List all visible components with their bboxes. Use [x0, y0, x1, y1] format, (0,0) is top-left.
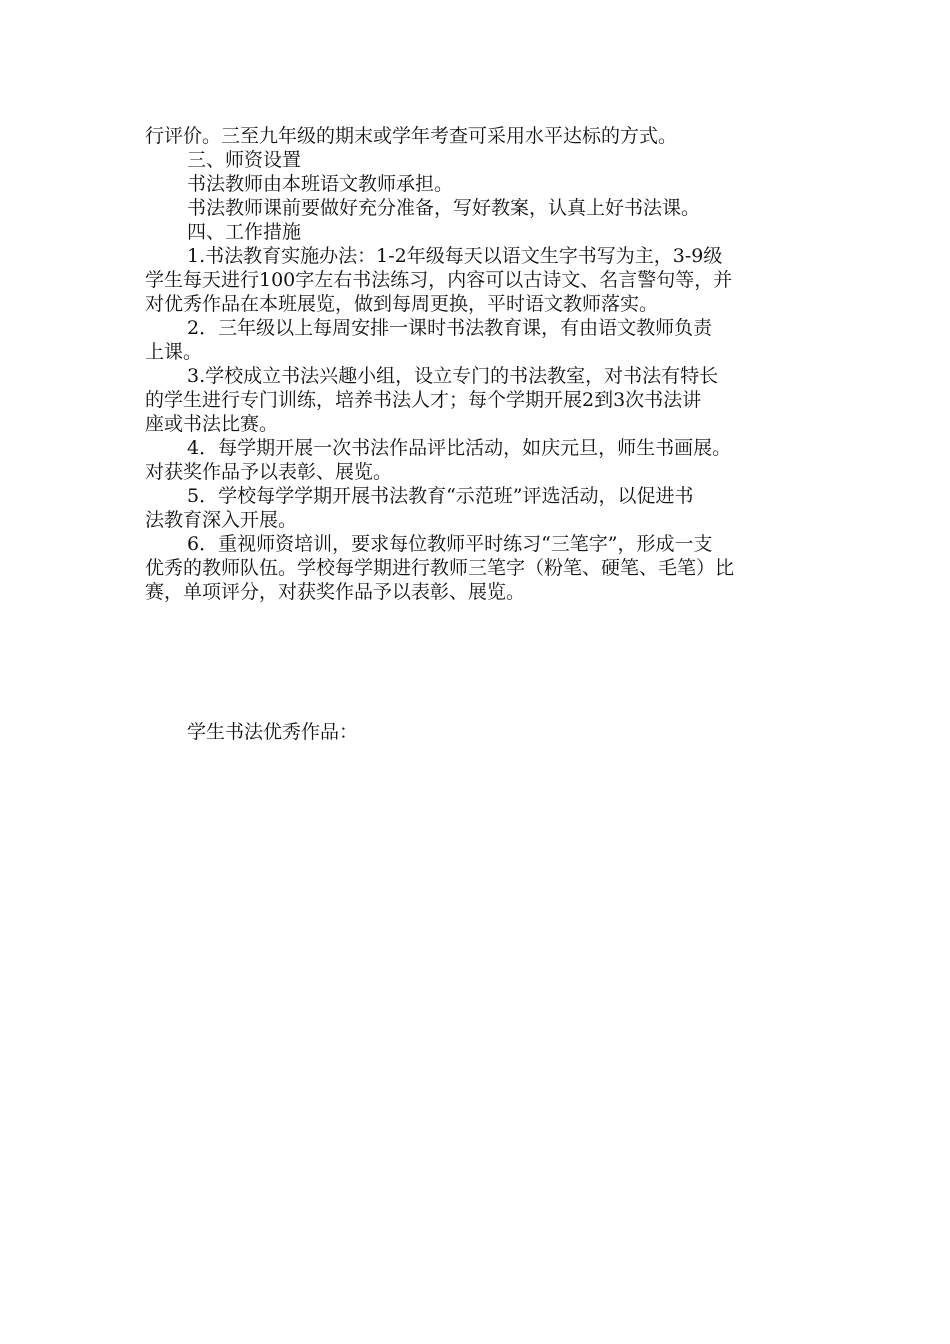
- text-line: 优秀的教师队伍。学校每学期进行教师三笔字（粉笔、硬笔、毛笔）比: [145, 557, 735, 579]
- text-line: 座或书法比赛。: [145, 413, 279, 435]
- text-line: 法教育深入开展。: [145, 509, 298, 531]
- text-line: 对优秀作品在本班展览，做到每周更换，平时语文教师落实。: [145, 293, 659, 315]
- text-line: 3.学校成立书法兴趣小组，设立专门的书法教室，对书法有特长: [187, 365, 719, 387]
- text-line: 6．重视师资培训，要求每位教师平时练习“三笔字”，形成一支: [187, 533, 713, 555]
- text-line: 赛，单项评分，对获奖作品予以表彰、展览。: [145, 581, 526, 603]
- text-line: 书法教师课前要做好充分准备，写好教案，认真上好书法课。: [187, 197, 701, 219]
- text-line: 5．学校每学学期开展书法教育“示范班”评选活动，以促进书: [187, 485, 694, 507]
- text-line: 2．三年级以上每周安排一课时书法教育课，有由语文教师负责: [187, 317, 713, 339]
- section-heading: 四、工作措施: [187, 221, 302, 243]
- text-line: 学生每天进行100字左右书法练习，内容可以古诗文、名言警句等，并: [145, 269, 733, 291]
- works-caption: 学生书法优秀作品：: [187, 721, 359, 743]
- text-line: 对获奖作品予以表彰、展览。: [145, 461, 393, 483]
- text-line: 行评价。三至九年级的期末或学年考查可采用水平达标的方式。: [145, 125, 678, 147]
- text-line: 4．每学期开展一次书法作品评比活动，如庆元旦，师生书画展。: [187, 437, 732, 459]
- document-body: [145, 124, 810, 604]
- text-line: 1.书法教育实施办法：1-2年级每天以语文生字书写为主，3-9级: [187, 245, 723, 267]
- section-heading: 三、师资设置: [187, 149, 302, 171]
- text-line: 上课。: [145, 341, 203, 363]
- text-line: 的学生进行专门训练，培养书法人才；每个学期开展2到3次书法讲: [145, 389, 702, 411]
- text-line: 书法教师由本班语文教师承担。: [187, 173, 454, 195]
